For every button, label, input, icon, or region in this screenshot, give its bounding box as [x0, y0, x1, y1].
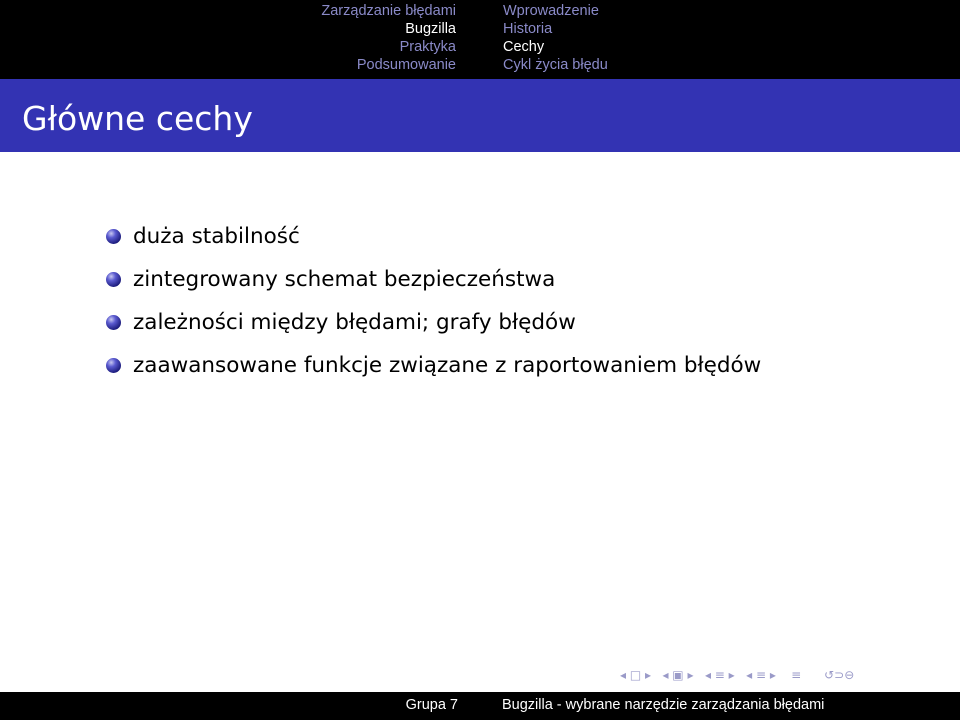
nav-section-praktyka[interactable]: Praktyka	[399, 39, 456, 55]
subsection-nav-icon[interactable]: ◂ ▣ ▸	[662, 668, 694, 682]
bullet-ball-icon	[106, 315, 121, 330]
footer-bar	[0, 692, 960, 720]
appendix-nav-icon[interactable]: ≡	[791, 668, 802, 682]
frame-title: Główne cechy	[22, 99, 253, 138]
list-item	[106, 301, 926, 344]
nav-subsection-historia[interactable]: Historia	[503, 21, 553, 37]
list-item-text: zintegrowany schemat bezpieczeństwa	[133, 267, 556, 292]
nav-section-podsumowanie[interactable]: Podsumowanie	[356, 57, 456, 73]
top-navigation-bar	[0, 0, 960, 79]
bullet-ball-icon	[106, 358, 121, 373]
list-item-text: zależności między błędami; grafy błędów	[133, 310, 576, 335]
beamer-navigation-symbols	[620, 668, 854, 688]
nav-subsection-cechy[interactable]: Cechy	[503, 39, 545, 55]
nav-section-bugzilla[interactable]: Bugzilla	[405, 21, 456, 37]
nav-section-zarzadzanie-bledami[interactable]: Zarządzanie błędami	[321, 3, 456, 19]
list-item	[106, 344, 926, 387]
frame-title-bar	[0, 79, 960, 152]
frame-nav-icon[interactable]: ◂ □ ▸	[620, 668, 652, 682]
search-zoom-nav-icon[interactable]: ↺⊃⊖	[824, 668, 855, 682]
bullet-ball-icon	[106, 229, 121, 244]
list-item-text: duża stabilność	[133, 224, 300, 249]
footer-author: Grupa 7	[405, 697, 458, 713]
list-item	[106, 215, 926, 258]
bullet-list	[106, 215, 926, 387]
bullet-ball-icon	[106, 272, 121, 287]
list-item	[106, 258, 926, 301]
footer-title: Bugzilla - wybrane narzędzie zarządzania błędami	[502, 697, 825, 713]
nav-subsection-cykl-zycia-bledu[interactable]: Cykl życia błędu	[503, 57, 608, 73]
section-navigation	[321, 2, 456, 74]
list-item-text: zaawansowane funkcje związane z raportowaniem błędów	[133, 353, 762, 378]
section-prev-nav-icon[interactable]: ◂ ≡ ▸	[704, 668, 735, 682]
subsection-navigation	[503, 2, 608, 74]
section-next-nav-icon[interactable]: ◂ ≡ ▸	[746, 668, 776, 682]
nav-subsection-wprowadzenie[interactable]: Wprowadzenie	[503, 3, 599, 19]
